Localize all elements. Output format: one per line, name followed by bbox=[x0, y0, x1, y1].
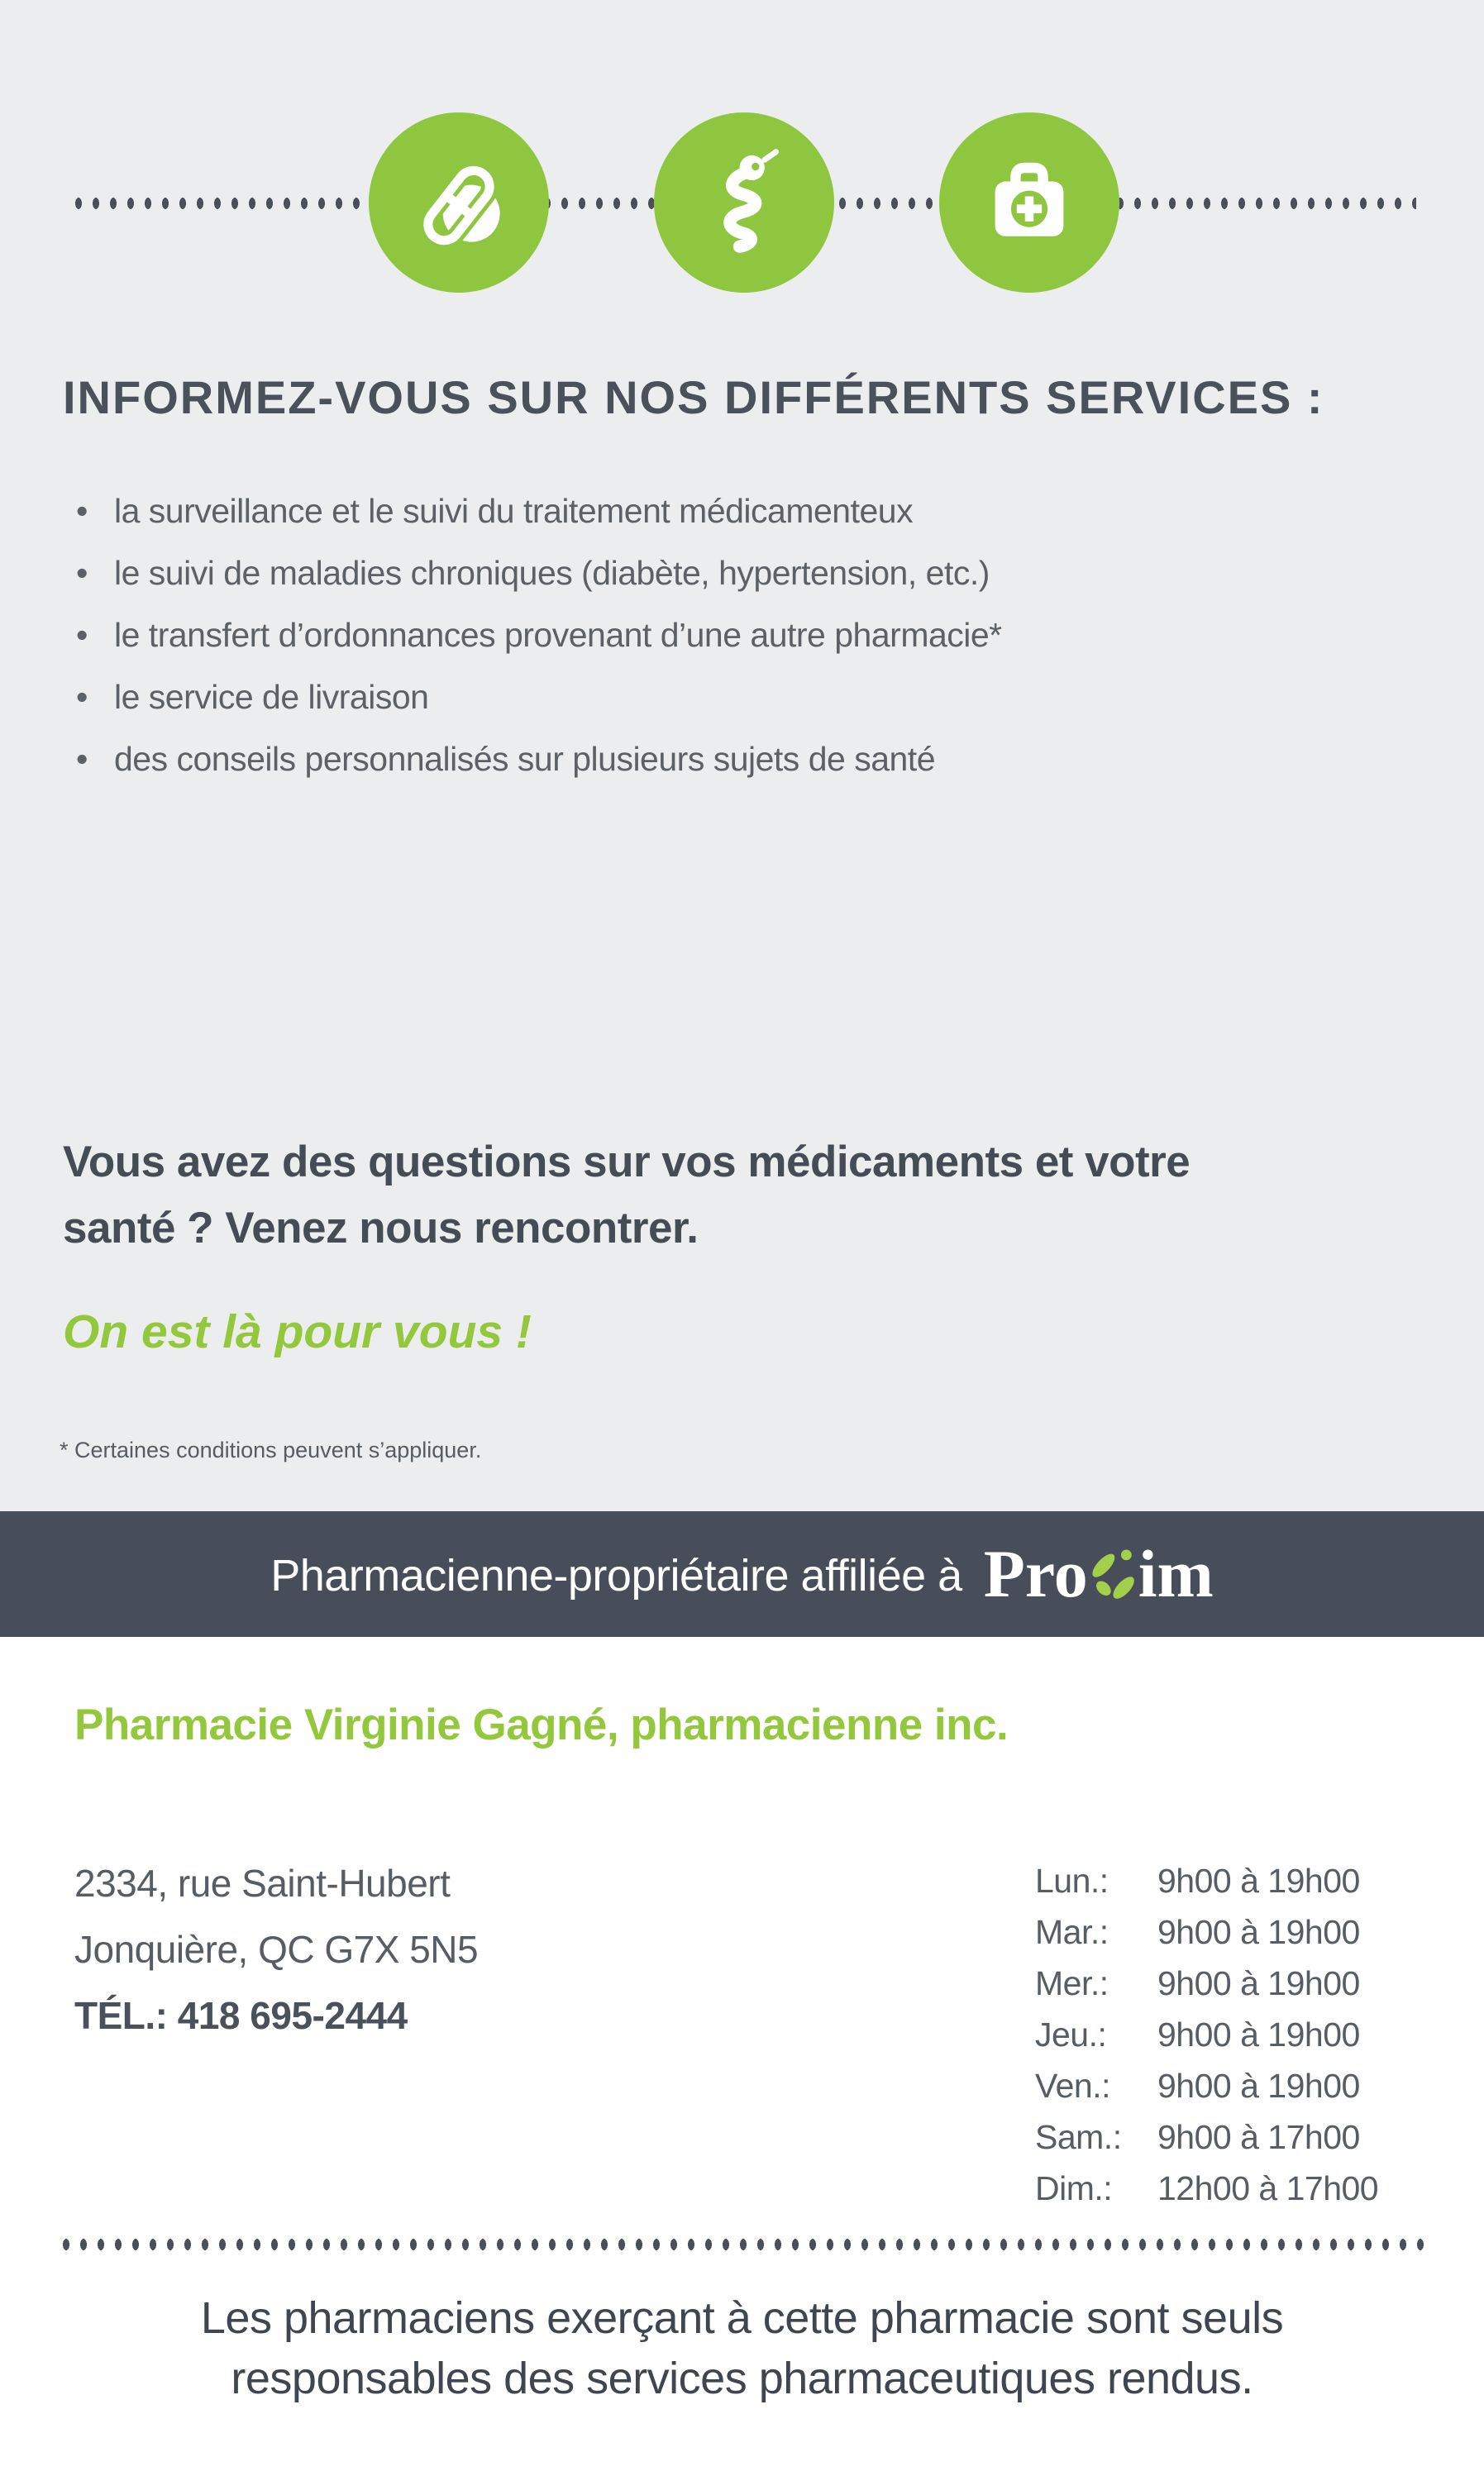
asclepius-snake-icon bbox=[687, 144, 801, 262]
hours-day: Lun.: bbox=[1035, 1862, 1109, 1900]
hours-time: 9h00 à 19h00 bbox=[1157, 1862, 1360, 1900]
address-block bbox=[74, 1850, 478, 2049]
asclepius-icon-circle bbox=[654, 112, 834, 293]
hours-day: Mer.: bbox=[1035, 1964, 1109, 2002]
cta-question-line1: Vous avez des questions sur vos médicaments et votre bbox=[63, 1138, 1191, 1186]
address-line2: Jonquière, QC G7X 5N5 bbox=[74, 1928, 479, 1971]
hours-time: 9h00 à 19h00 bbox=[1157, 1964, 1360, 2002]
hours-row bbox=[1035, 1862, 1378, 1913]
cta-tagline: On est là pour vous ! bbox=[63, 1305, 532, 1358]
hours-time: 9h00 à 19h00 bbox=[1157, 2067, 1360, 2105]
hours-row bbox=[1035, 2118, 1378, 2169]
service-item: • le suivi de maladies chroniques (diabète, hypertension, etc.) bbox=[76, 556, 1002, 590]
first-aid-icon-circle bbox=[939, 112, 1119, 293]
hours-time: 9h00 à 19h00 bbox=[1157, 1913, 1360, 1951]
proxim-x-icon bbox=[1088, 1538, 1138, 1611]
services-heading: INFORMEZ-VOUS SUR NOS DIFFÉRENTS SERVICES : bbox=[63, 371, 1324, 423]
hours-day: Sam.: bbox=[1035, 2118, 1122, 2156]
service-item: • des conseils personnalisés sur plusieurs sujets de santé bbox=[76, 742, 1002, 776]
hours-day: Mar.: bbox=[1035, 1913, 1109, 1951]
pharmacy-name: Pharmacie Virginie Gagné, pharmacienne inc. bbox=[74, 1701, 1009, 1749]
affiliation-label: Pharmacienne-propriétaire affiliée à bbox=[270, 1551, 962, 1601]
footer-line2: responsables des services pharmaceutiques rendus. bbox=[231, 2354, 1253, 2403]
service-item: • la surveillance et le suivi du traitement médicamenteux bbox=[76, 494, 1002, 528]
hours-row bbox=[1035, 1964, 1378, 2016]
cta-question bbox=[63, 1129, 1435, 1262]
hours-row bbox=[1035, 2169, 1378, 2221]
address-line1: 2334, rue Saint-Hubert bbox=[74, 1862, 451, 1905]
proxim-logo bbox=[984, 1538, 1214, 1611]
pills-capsule-icon bbox=[402, 144, 516, 262]
footer-line1: Les pharmaciens exerçant à cette pharmacie sont seuls bbox=[200, 2293, 1284, 2343]
cta-question-line2: santé ? Venez nous rencontrer. bbox=[63, 1204, 699, 1252]
hours-time: 9h00 à 19h00 bbox=[1157, 2016, 1360, 2054]
dotted-divider-bottom bbox=[58, 2239, 1433, 2251]
proxim-logo-pro: Pro bbox=[983, 1536, 1088, 1611]
first-aid-kit-icon bbox=[972, 144, 1086, 262]
phone-number: TÉL.: 418 695-2444 bbox=[74, 1994, 408, 2037]
service-item: • le service de livraison bbox=[76, 680, 1002, 714]
affiliation-band bbox=[0, 1511, 1484, 1637]
hours-day: Jeu.: bbox=[1035, 2016, 1107, 2054]
conditions-note: * Certaines conditions peuvent s’appliquer. bbox=[60, 1438, 482, 1462]
hours-row bbox=[1035, 1913, 1378, 1964]
footer-disclaimer bbox=[0, 2288, 1484, 2409]
services-list bbox=[76, 494, 1002, 804]
hours-time: 12h00 à 17h00 bbox=[1157, 2169, 1379, 2207]
hours-time: 9h00 à 17h00 bbox=[1157, 2118, 1360, 2156]
hours-day: Dim.: bbox=[1035, 2169, 1113, 2207]
hours-day: Ven.: bbox=[1035, 2067, 1110, 2105]
pills-icon-circle bbox=[369, 112, 549, 293]
service-item: • le transfert d’ordonnances provenant d’une autre pharmacie* bbox=[76, 618, 1002, 652]
hours-row bbox=[1035, 2067, 1378, 2118]
proxim-logo-im: im bbox=[1138, 1536, 1214, 1611]
hours-row bbox=[1035, 2016, 1378, 2067]
opening-hours bbox=[1035, 1862, 1378, 2221]
